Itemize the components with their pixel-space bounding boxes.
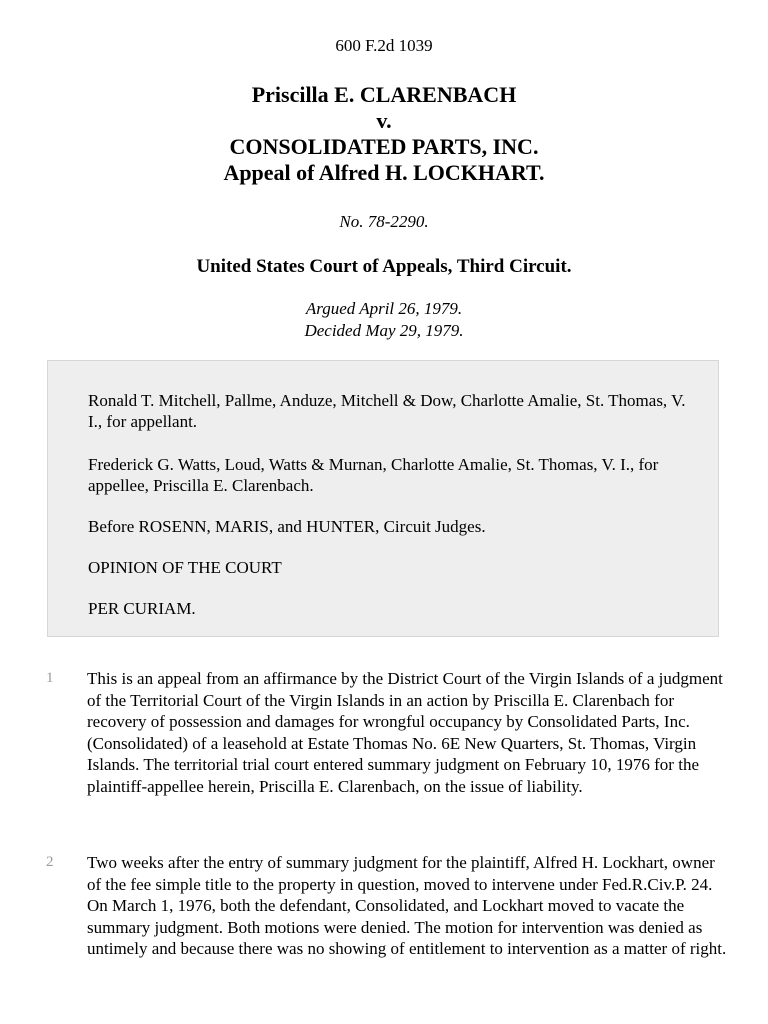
counsel-appellant: Ronald T. Mitchell, Pallme, Anduze, Mitchell & Dow, Charlotte Amalie, St. Thomas, V. I., for appellant. — [88, 391, 686, 431]
caption-defendant: CONSOLIDATED PARTS, INC. — [229, 134, 539, 159]
caption-appellant: Appeal of Alfred H. LOCKHART. — [223, 160, 545, 185]
caption-plaintiff: Priscilla E. CLARENBACH — [251, 82, 517, 107]
case-dates — [0, 298, 768, 342]
paragraph-text: This is an appeal from an affirmance by the District Court of the Virgin Islands of a judgment of the Territorial Court of the Virgin Islands in an action by Priscilla E. Clarenbach for recovery of possession and damages for wrongful occupancy by Consolidated Parts, Inc. (Consolidated) of a leasehold at Estate Thomas No. 6E New Quarters, St. Thomas, Virgin Islands. The territorial trial court entered summary judgment on February 10, 1976 for the plaintiff-appellee herein, Priscilla E. Clarenbach, on the issue of liability. — [87, 669, 723, 796]
counsel-appellee: Frederick G. Watts, Loud, Watts & Murnan, Charlotte Amalie, St. Thomas, V. I., for appellee, Priscilla E. Clarenbach. — [88, 455, 659, 495]
case-citation: 600 F.2d 1039 — [335, 36, 433, 55]
argued-date: Argued April 26, 1979. — [305, 299, 463, 318]
paragraph-number: 2 — [46, 854, 54, 870]
caption-versus: v. — [376, 108, 392, 133]
docket-number: No. 78-2290. — [339, 212, 429, 231]
opinion-heading: OPINION OF THE COURT — [88, 558, 282, 577]
decided-date: Decided May 29, 1979. — [304, 321, 464, 340]
per-curiam: PER CURIAM. — [88, 599, 196, 618]
panel-judges: Before ROSENN, MARIS, and HUNTER, Circuit Judges. — [88, 517, 486, 536]
court-name: United States Court of Appeals, Third Circuit. — [196, 256, 572, 277]
case-caption — [0, 82, 768, 186]
counsel-box — [47, 360, 719, 637]
paragraph-text: Two weeks after the entry of summary judgment for the plaintiff, Alfred H. Lockhart, owner of the fee simple title to the property in question, moved to intervene under Fed.R.Civ.P. 24. On March 1, 1976, both the defendant, Consolidated, and Lockhart moved to vacate the summary judgment. Both motions were denied. The motion for intervention was denied as untimely and because there was no showing of entitlement to intervention as a matter of right. — [87, 853, 727, 958]
paragraph-number: 1 — [46, 670, 54, 686]
